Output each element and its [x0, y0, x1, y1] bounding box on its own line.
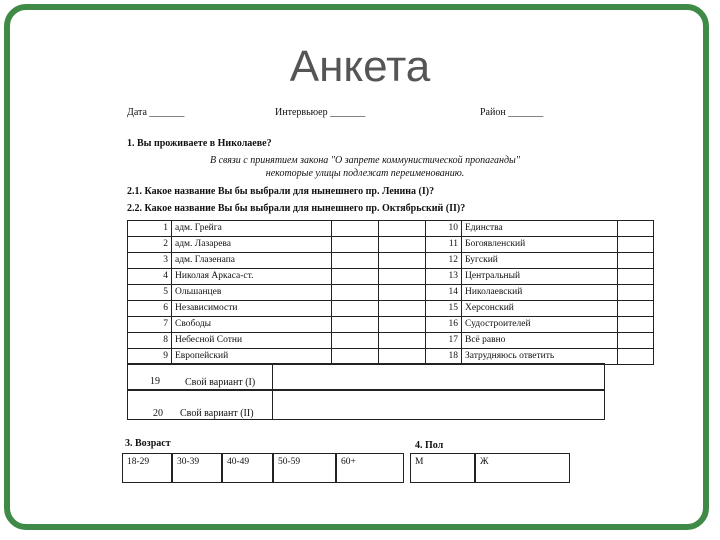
answer-cell-ii[interactable]	[379, 269, 426, 285]
question-2-2: 2.2. Какое название Вы бы выбрали для нынешнего пр. Октябрьский (II)?	[127, 203, 466, 214]
option-name: Богоявленский	[462, 237, 618, 253]
note-line-2: некоторые улицы подлежат переименованию.	[265, 168, 465, 179]
own-variant-label-2: Свой вариант (II)	[180, 408, 254, 419]
answer-cell-ii[interactable]	[379, 317, 426, 333]
option-number: 15	[426, 301, 462, 317]
answer-cell[interactable]	[618, 349, 654, 365]
option-name: Всё равно	[462, 333, 618, 349]
answer-cell[interactable]	[618, 301, 654, 317]
answer-cell-i[interactable]	[332, 253, 379, 269]
option-row	[128, 253, 654, 269]
interviewer-field[interactable]: Интервьюер _______	[275, 107, 366, 118]
answer-cell-i[interactable]	[332, 333, 379, 349]
answer-cell-i[interactable]	[332, 221, 379, 237]
option-number: 9	[128, 349, 172, 365]
question-1: 1. Вы проживаете в Николаеве?	[127, 138, 272, 149]
answer-cell-ii[interactable]	[379, 237, 426, 253]
answer-cell[interactable]	[618, 317, 654, 333]
answer-cell-ii[interactable]	[379, 333, 426, 349]
option-number: 6	[128, 301, 172, 317]
question-4: 4. Пол	[415, 440, 444, 451]
option-name: Свободы	[172, 317, 332, 333]
option-name: Центральный	[462, 269, 618, 285]
option-number: 4	[128, 269, 172, 285]
option-name: Затрудняюсь ответить	[462, 349, 618, 365]
option-row	[128, 333, 654, 349]
option-name: адм. Лазарева	[172, 237, 332, 253]
answer-cell-ii[interactable]	[379, 301, 426, 317]
date-field[interactable]: Дата _______	[127, 107, 185, 118]
option-number: 13	[426, 269, 462, 285]
option-number: 3	[128, 253, 172, 269]
district-field[interactable]: Район _______	[480, 107, 544, 118]
answer-cell-ii[interactable]	[379, 285, 426, 301]
page-title: Анкета	[289, 42, 431, 91]
age-option[interactable]: 30-39	[172, 453, 222, 483]
option-number: 8	[128, 333, 172, 349]
answer-cell-i[interactable]	[332, 269, 379, 285]
own-variant-label-1: Свой вариант (I)	[185, 377, 256, 388]
option-number: 11	[426, 237, 462, 253]
answer-cell-i[interactable]	[332, 301, 379, 317]
answer-cell[interactable]	[618, 253, 654, 269]
answer-cell[interactable]	[618, 269, 654, 285]
question-2-1: 2.1. Какое название Вы бы выбрали для нынешнего пр. Ленина (I)?	[127, 186, 435, 197]
option-number: 16	[426, 317, 462, 333]
option-name: Судостроителей	[462, 317, 618, 333]
own-variant-num-2: 20	[153, 408, 163, 419]
question-3: 3. Возраст	[125, 438, 171, 449]
option-name: адм. Глазенапа	[172, 253, 332, 269]
age-option[interactable]: 40-49	[222, 453, 273, 483]
option-number: 1	[128, 221, 172, 237]
option-row	[128, 269, 654, 285]
answer-cell-i[interactable]	[332, 317, 379, 333]
option-number: 12	[426, 253, 462, 269]
option-row	[128, 317, 654, 333]
answer-cell-i[interactable]	[332, 285, 379, 301]
option-row	[128, 221, 654, 237]
option-row	[128, 301, 654, 317]
option-name: Ольшанцев	[172, 285, 332, 301]
option-number: 14	[426, 285, 462, 301]
option-name: Единства	[462, 221, 618, 237]
option-number: 5	[128, 285, 172, 301]
option-name: Херсонский	[462, 301, 618, 317]
option-number: 10	[426, 221, 462, 237]
answer-cell-i[interactable]	[332, 237, 379, 253]
gender-option[interactable]: Ж	[475, 453, 570, 483]
option-name: Николаевский	[462, 285, 618, 301]
option-row	[128, 237, 654, 253]
option-name: Европейский	[172, 349, 332, 365]
answer-cell[interactable]	[618, 285, 654, 301]
age-option[interactable]: 18-29	[122, 453, 172, 483]
option-name: Бугский	[462, 253, 618, 269]
answer-cell-ii[interactable]	[379, 221, 426, 237]
gender-option[interactable]: М	[410, 453, 475, 483]
answer-cell[interactable]	[618, 221, 654, 237]
option-name: Небесной Сотни	[172, 333, 332, 349]
own-variant-num-1: 19	[150, 376, 160, 387]
option-number: 17	[426, 333, 462, 349]
note-line-1: В связи с принятием закона "О запрете коммунистической пропаганды"	[209, 155, 521, 166]
age-option[interactable]: 50-59	[273, 453, 336, 483]
option-number: 2	[128, 237, 172, 253]
option-name: Независимости	[172, 301, 332, 317]
option-name: адм. Грейга	[172, 221, 332, 237]
answer-cell[interactable]	[618, 237, 654, 253]
answer-cell[interactable]	[618, 333, 654, 349]
age-option[interactable]: 60+	[336, 453, 404, 483]
option-number: 18	[426, 349, 462, 365]
option-name: Николая Аркаса-ст.	[172, 269, 332, 285]
option-number: 7	[128, 317, 172, 333]
option-row	[128, 285, 654, 301]
answer-cell-ii[interactable]	[379, 253, 426, 269]
options-table	[127, 220, 654, 365]
